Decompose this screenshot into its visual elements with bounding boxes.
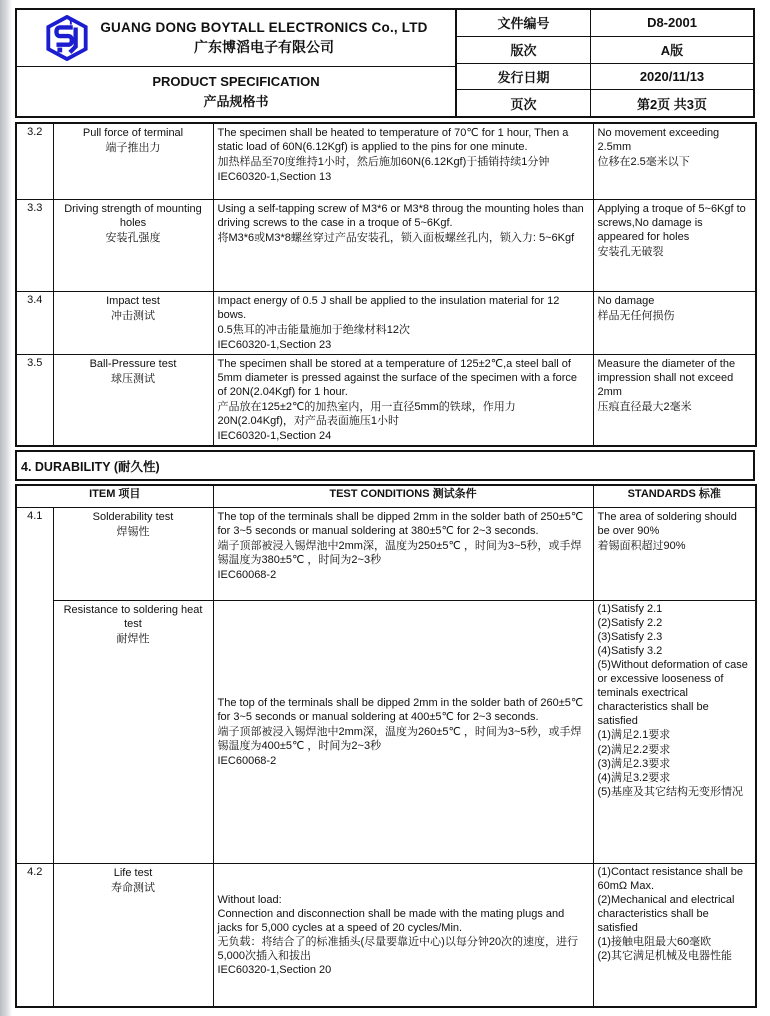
cond-ref: IEC60320-1,Section 13	[217, 171, 332, 184]
field-value: A版	[660, 43, 684, 59]
row-number: 4.1	[16, 507, 53, 863]
cond-cn: 将M3*6或M3*8螺丝穿过产品安装孔，锁入面板螺丝孔内，锁入力: 5~6Kgf	[217, 231, 575, 244]
std-line: (2)其它满足机械及电器性能	[597, 950, 732, 963]
item-en: Driving strength of mounting holes	[64, 202, 202, 229]
item-en: Impact test	[106, 294, 160, 307]
std-en: Applying a troque of 5~6Kgf to screws,No damage is appeared for holes	[597, 202, 746, 243]
item-cell	[53, 199, 213, 291]
cond-en: The specimen shall be heated to temperature of 70℃ for 1 hour, Then a static load of 60N(6.12Kgf) is applied to the pins for one minute.	[217, 127, 569, 154]
field-label: 页次	[457, 90, 591, 116]
field-label: 文件编号	[457, 10, 591, 36]
doc-title-block	[17, 67, 455, 116]
section3-table	[15, 122, 757, 447]
item-cell	[53, 863, 213, 1007]
cond-ref: IEC60068-2	[217, 754, 277, 767]
col-header-conditions: TEST CONDITIONS 测试条件	[213, 485, 593, 507]
company-names	[100, 20, 427, 57]
item-cell	[53, 291, 213, 354]
item-cn: 焊锡性	[116, 525, 150, 538]
item-en: Pull force of terminal	[82, 127, 184, 139]
standards-cell	[593, 199, 756, 291]
item-cn: 寿命测试	[111, 881, 155, 894]
table-row	[16, 600, 756, 863]
col-header-item: ITEM 项目	[16, 485, 213, 507]
std-line: (1)Satisfy 2.1	[597, 602, 663, 615]
item-en: Resistance to soldering heat test	[63, 603, 203, 630]
cond-en: The top of the terminals shall be dipped 2mm in the solder bath of 260±5℃ for 3~5 seconds or manual soldering at 400±5℃ for 2~3 seconds.	[217, 696, 584, 723]
table-row	[16, 863, 756, 1007]
cond-en: The top of the terminals shall be dipped 2mm in the solder bath of 250±5℃ for 3~5 seconds or manual soldering at 380±5℃ for 2~3 seconds.	[217, 510, 584, 537]
row-number: 3.2	[16, 123, 53, 199]
std-cn: 安装孔无破裂	[597, 245, 664, 258]
item-en: Ball-Pressure test	[89, 357, 177, 370]
std-line: (3)Satisfy 2.3	[597, 630, 663, 643]
cond-cn: 产品放在125±2℃的加热室内，用一直径5mm的铁球，作用力 20N(2.04Kgf)，对产品表面施压1小时	[217, 401, 516, 428]
cond-cn: 0.5焦耳的冲击能量施加于绝缘材料12次	[217, 323, 411, 336]
company-logo-icon	[44, 15, 90, 61]
std-en: Measure the diameter of the impression shall not exceed 2mm	[597, 357, 736, 398]
std-line: (4)满足3.2要求	[597, 771, 671, 784]
section4-title: 4. DURABILITY (耐久性)	[15, 450, 755, 481]
std-line: (5)Without deformation of case or excessive looseness of teminals exectrical characteristics shall be satisfied	[597, 659, 748, 728]
conditions-cell	[213, 291, 593, 354]
standards-cell	[593, 291, 756, 354]
std-cn: 着锡面积超过90%	[597, 539, 686, 552]
cond-ref: IEC60320-1,Section 24	[217, 430, 332, 443]
cond-ref: IEC60068-2	[217, 569, 277, 582]
table-row	[16, 123, 756, 199]
std-line: (4)Satisfy 3.2	[597, 645, 663, 658]
conditions-cell	[213, 199, 593, 291]
section4-table	[15, 484, 757, 1008]
company-name-cn: 广东博滔电子有限公司	[193, 38, 334, 55]
std-line: (1)接触电阻最大60毫欧	[597, 936, 712, 949]
std-line: (2)Mechanical and electrical characteristics shall be satisfied	[597, 893, 735, 935]
cond-en: The specimen shall be stored at a temperature of 125±2℃,a steel ball of 5mm diameter is pressed against the surface of the specimen with a force of 20N(2.04Kgf) for 1 hour.	[217, 357, 578, 398]
item-cn: 球压测试	[111, 372, 155, 385]
standards-cell	[593, 863, 756, 1007]
standards-cell	[593, 123, 756, 199]
standards-cell	[593, 507, 756, 600]
row-number: 4.2	[16, 863, 53, 1007]
scan-edge-shadow	[0, 0, 12, 1016]
table-row	[16, 291, 756, 354]
item-cell	[53, 507, 213, 600]
cond-line: Without load:	[217, 893, 282, 906]
doc-title-en: PRODUCT SPECIFICATION	[152, 73, 320, 89]
std-en: No movement exceeding 2.5mm	[597, 127, 720, 154]
doc-title-cn: 产品规格书	[203, 93, 269, 109]
table-row	[16, 354, 756, 446]
row-number: 3.4	[16, 291, 53, 354]
item-cn: 耐焊性	[116, 632, 150, 645]
field-doc-number	[457, 10, 753, 37]
row-number: 3.5	[16, 354, 53, 446]
cond-cn: 端子顶部被浸入锡焊池中2mm深，温度为250±5℃ ，时间为3~5秒，或手焊锡温度为380±5℃ ，时间为2~3秒	[217, 539, 582, 567]
item-cn: 端子推出力	[105, 142, 161, 155]
field-label: 版次	[457, 37, 591, 63]
cond-cn: 端子顶部被浸入锡焊池中2mm深，温度为260±5℃ ，时间为3~5秒，或手焊锡温度为400±5℃ ，时间为2~3秒	[217, 725, 582, 752]
cond-cn: 加热样品至70度维持1小时，然后施加60N(6.12Kgf)于插销持续1分钟	[217, 156, 550, 169]
standards-cell	[593, 354, 756, 446]
std-cn: 压痕直径最大2毫米	[597, 401, 692, 414]
std-line: (5)基座及其它结构无变形情况	[597, 785, 743, 798]
field-label: 发行日期	[457, 64, 591, 90]
item-cell	[53, 600, 213, 863]
field-value: 第2页 共3页	[636, 96, 708, 112]
field-value: D8-2001	[647, 15, 697, 31]
field-issue-date	[457, 64, 753, 91]
company-name-en: GUANG DONG BOYTALL ELECTRONICS Co., LTD	[100, 19, 428, 35]
item-cell	[53, 354, 213, 446]
item-cn: 安装孔强度	[105, 231, 161, 244]
header	[15, 8, 755, 118]
std-en: The area of soldering should be over 90%	[597, 510, 737, 537]
cond-line: IEC60320-1,Section 20	[217, 964, 332, 977]
cond-line: Connection and disconnection shall be made with the mating plugs and jacks for 5,000 cycles at a speed of 20 cycles/Min.	[217, 907, 565, 934]
item-en: Solderability test	[92, 510, 174, 523]
std-line: (1)满足2.1要求	[597, 729, 671, 742]
std-line: (2)Satisfy 2.2	[597, 616, 663, 629]
std-cn: 样品无任何损伤	[597, 309, 675, 322]
conditions-cell	[213, 863, 593, 1007]
cond-en: Using a self-tapping screw of M3*6 or M3*8 throug the mounting holes than driving screws to the case in a troque of 5~6Kgf.	[217, 202, 584, 229]
field-value: 2020/11/13	[639, 68, 705, 84]
conditions-cell	[213, 507, 593, 600]
row-number: 3.3	[16, 199, 53, 291]
std-cn: 位移在2.5毫米以下	[597, 156, 690, 169]
conditions-cell	[213, 123, 593, 199]
std-line: (3)满足2.3要求	[597, 757, 671, 770]
item-cn: 冲击测试	[111, 309, 155, 322]
item-cell	[53, 123, 213, 199]
table-row	[16, 199, 756, 291]
standards-cell	[593, 600, 756, 863]
field-page-number	[457, 90, 753, 116]
item-en: Life test	[113, 866, 153, 879]
col-header-standards: STANDARDS 标准	[593, 485, 756, 507]
field-revision	[457, 37, 753, 64]
column-header-row	[16, 485, 756, 507]
std-line: (2)满足2.2要求	[597, 743, 671, 756]
cond-line: 无负载：将结合了的标准插头(尽量要靠近中心)以每分钟20次的速度，进行5,000次插入和拔出	[217, 936, 579, 963]
cond-en: Impact energy of 0.5 J shall be applied to the insulation material for 12 bows.	[217, 294, 560, 321]
header-left	[17, 10, 457, 116]
std-line: (1)Contact resistance shall be 60mΩ Max.	[597, 865, 744, 892]
document	[15, 8, 755, 1008]
table-row	[16, 507, 756, 600]
cond-ref: IEC60320-1,Section 23	[217, 338, 332, 351]
header-fields	[457, 10, 753, 116]
company-row	[17, 10, 455, 67]
conditions-cell	[213, 354, 593, 446]
std-en: No damage	[597, 294, 655, 307]
conditions-cell	[213, 600, 593, 863]
